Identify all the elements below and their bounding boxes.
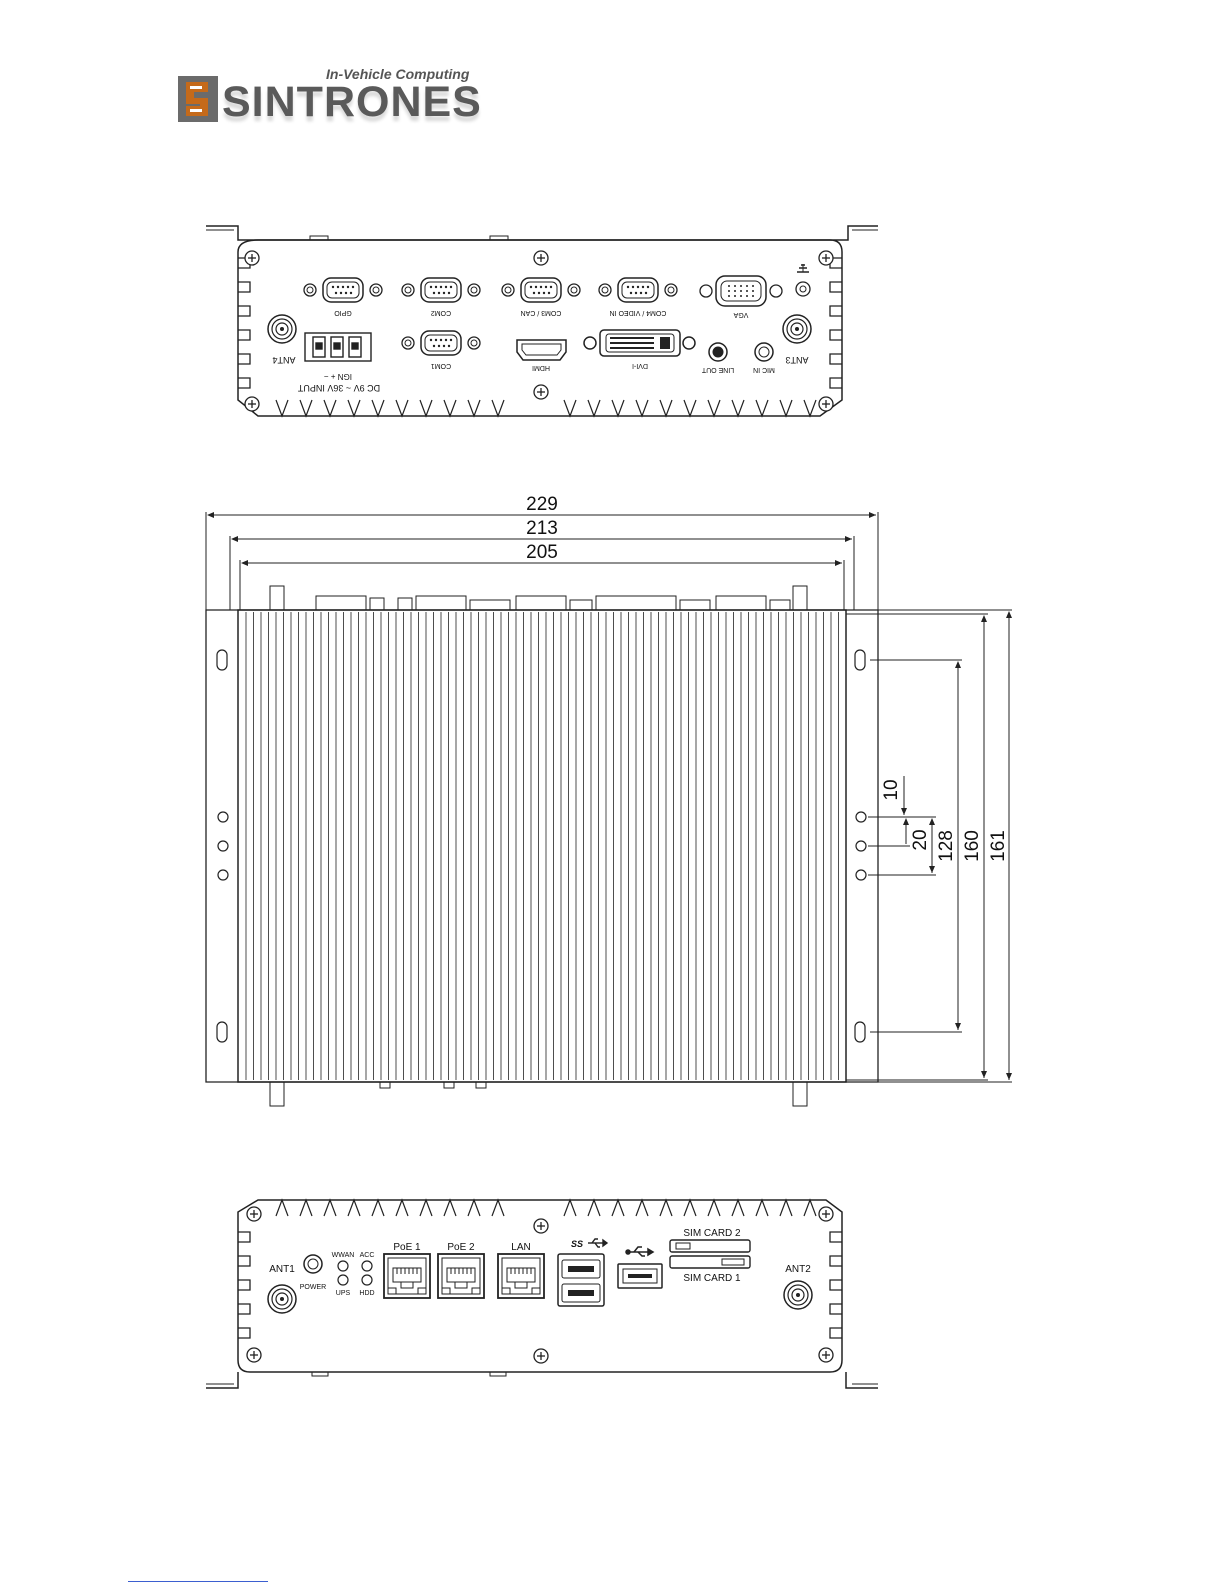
label-power: POWER <box>299 1284 327 1291</box>
screw-icon <box>819 397 833 411</box>
ups-led-icon <box>338 1275 348 1285</box>
com4-connector-icon <box>599 278 677 302</box>
label-poe2: PoE 2 <box>447 1242 475 1253</box>
ant3-connector-icon <box>783 315 811 343</box>
label-ant1: ANT1 <box>269 1264 295 1275</box>
screw-icon <box>245 251 259 265</box>
com2-connector-icon <box>402 278 480 302</box>
label-hdd: HDD <box>359 1290 375 1297</box>
label-com2: COM2 <box>430 309 452 316</box>
screw-icon <box>247 1348 261 1362</box>
label-com1: COM1 <box>430 362 452 369</box>
label-com4: COM4 / VIDEO IN <box>609 309 667 316</box>
screw-icon <box>534 251 548 265</box>
screw-icon <box>819 1348 833 1362</box>
com3-connector-icon <box>502 278 580 302</box>
vga-connector-icon <box>700 276 782 306</box>
acc-led-icon <box>362 1261 372 1271</box>
label-vga: VGA <box>733 311 749 318</box>
label-ant2: ANT2 <box>785 1264 811 1275</box>
hdd-led-icon <box>362 1275 372 1285</box>
hdmi-connector-icon <box>517 340 566 360</box>
label-mic-in: MIC IN <box>753 366 775 373</box>
label-hdmi: HDMI <box>532 364 550 371</box>
ant4-connector-icon <box>268 315 296 343</box>
top-view <box>206 512 1012 1106</box>
label-poe1: PoE 1 <box>393 1242 421 1253</box>
screw-icon <box>534 385 548 399</box>
screw-icon <box>534 1349 548 1363</box>
wwan-led-icon <box>338 1261 348 1271</box>
label-ant3: ANT3 <box>785 355 809 365</box>
usb3-symbol-icon <box>588 1239 607 1247</box>
screw-icon <box>534 1219 548 1233</box>
poe2-port-icon <box>438 1254 484 1298</box>
power-button-icon <box>304 1255 322 1273</box>
dim-20: 20 <box>910 829 931 851</box>
label-line-out: LINE OUT <box>701 366 735 373</box>
footer-link-underline[interactable] <box>128 1581 268 1582</box>
screw-icon <box>819 251 833 265</box>
dvi-connector-icon <box>584 330 695 356</box>
poe1-port-icon <box>384 1254 430 1298</box>
label-ign-pins: IGN + − <box>323 372 353 381</box>
dim-161: 161 <box>988 830 1009 862</box>
screw-icon <box>245 397 259 411</box>
logo-brand: SINTRONES <box>222 78 482 126</box>
dim-213: 213 <box>526 518 558 539</box>
label-gpio: GPIO <box>334 309 352 316</box>
screw-icon <box>247 1207 261 1221</box>
label-wwan: WWAN <box>331 1252 355 1259</box>
line-out-jack-icon <box>709 343 727 361</box>
label-acc: ACC <box>359 1252 375 1259</box>
ant2-connector-icon <box>784 1281 812 1309</box>
dim-128: 128 <box>936 830 957 862</box>
usb-symbol-icon <box>626 1247 653 1256</box>
dim-10: 10 <box>881 779 902 801</box>
label-usb3: SS <box>570 1239 584 1249</box>
label-com3: COM3 / CAN <box>520 309 562 316</box>
screw-icon <box>819 1207 833 1221</box>
label-ant4: ANT4 <box>272 355 296 365</box>
dim-205: 205 <box>526 542 558 563</box>
dc-input-terminal-icon <box>305 333 371 361</box>
usb2-port-icon <box>618 1264 662 1288</box>
logo-tagline: In-Vehicle Computing <box>326 66 470 82</box>
label-sim2: SIM CARD 2 <box>683 1228 741 1239</box>
label-dc-input: DC 9V ~ 36V INPUT <box>297 383 381 393</box>
sim-card-slots-icon <box>670 1240 750 1268</box>
lan-port-icon <box>498 1254 544 1298</box>
usb3-ports-icon <box>558 1254 604 1306</box>
label-lan: LAN <box>511 1242 531 1253</box>
dim-160: 160 <box>962 830 983 862</box>
dim-229: 229 <box>526 494 558 515</box>
mic-in-jack-icon <box>755 343 773 361</box>
label-dvi: DVI-I <box>632 362 648 369</box>
ant1-connector-icon <box>268 1285 296 1313</box>
ground-icon <box>796 264 810 296</box>
com1-connector-icon <box>402 331 480 355</box>
label-sim1: SIM CARD 1 <box>683 1273 741 1284</box>
gpio-connector-icon <box>304 278 382 302</box>
label-ups: UPS <box>335 1290 351 1297</box>
